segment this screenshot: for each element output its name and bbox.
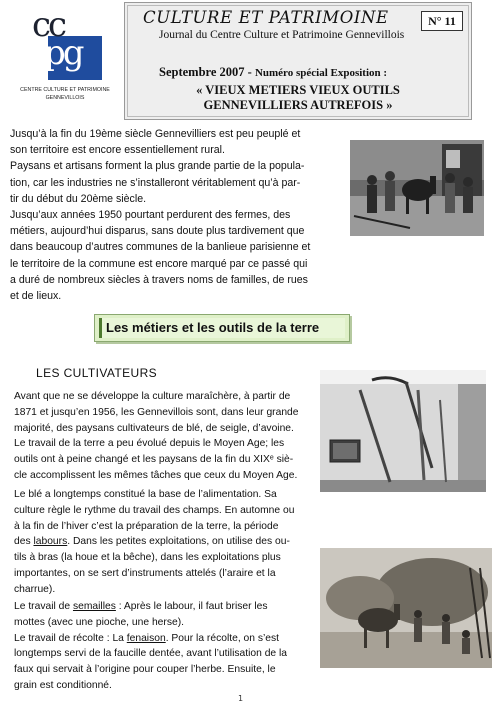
intro-line: Jusqu’aux années 1950 pourtant perdurent des fermes, des (10, 209, 291, 222)
text-line: importantes, on se sert d’instruments attelés (l’araire et la (14, 567, 276, 579)
text-fragment: . Dans les petites exploitations, on utilise des ou- (67, 536, 290, 548)
text-line: 1871 et jusqu’en 1956, les Gennevillois sont, dans leur grande (14, 406, 299, 418)
text-line (14, 534, 312, 550)
headline-line2: GENNEVILLIERS AUTREFOIS » (203, 98, 393, 112)
intro-line: dans beaucoup d’autres communes de la banlieue parisienne et (10, 241, 311, 254)
issue-badge: N° 11 (421, 11, 463, 31)
intro-line: métiers, aujourd’hui disparus, sans doute plus tardivement que (10, 225, 305, 238)
text-line: à la fin de l’hiver c’est la préparation de la terre, la période (14, 520, 279, 532)
intro-paragraph (10, 126, 346, 304)
logo-caption-line1: CENTRE CULTURE ET PATRIMOINE (20, 87, 110, 93)
text-line: outils ont à peine changé et les paysans de la fin du XIXᵉ siè- (14, 454, 294, 466)
logo-letters-bottom: pg (44, 33, 82, 73)
text-line: culture règle le rythme du travail des champs. En automne ou (14, 504, 295, 516)
logo-letters-top: cc (32, 5, 65, 45)
text-line: mottes (avec une pioche, une herse). (14, 616, 184, 628)
special-issue-label: Numéro spécial Exposition : (254, 67, 388, 79)
headline-line1: « VIEUX METIERS VIEUX OUTILS (196, 83, 400, 97)
intro-line: a duré de nombreux siècles à travers noms de familles, de rues (10, 273, 308, 286)
term-semailles: semailles (72, 601, 116, 612)
intro-line: tion, car les industries ne s’installeront véritablement qu’à par- (10, 176, 301, 189)
intro-line: Paysans et artisans forment la plus grande partie de la popula- (10, 160, 305, 173)
paragraph-cultivateurs-3 (14, 599, 312, 694)
text-fragment: . Pour la récolte, on s’est (165, 632, 280, 644)
journal-title: CULTURE ET PATRIMOINE (143, 8, 389, 27)
section-banner (94, 314, 350, 342)
logo-caption-line2: GENNEVILLOIS (45, 95, 85, 101)
text-fragment: Le travail de récolte : La (14, 632, 127, 644)
text-line: grain est conditionné. (14, 679, 112, 691)
intro-line: le territoire de la commune est encore marqué par ce passé qui (10, 257, 308, 270)
text-fragment: : Après le labour, il faut briser les (115, 601, 268, 612)
issue-date: Septembre 2007 - (159, 65, 252, 79)
text-line: Le travail de la terre a peu évolué depuis le Moyen Age; les (14, 438, 285, 450)
journal-subtitle: Journal du Centre Culture et Patrimoine Gennevillois (159, 29, 405, 41)
logo (14, 5, 116, 104)
section-banner-text: Les métiers et les outils de la terre (99, 318, 345, 338)
farm-workers-photo (350, 140, 484, 236)
term-labours: labours (33, 536, 68, 548)
tools-exhibit-photo (320, 370, 486, 492)
text-line: majorité, des paysans cultivateurs de blé, de seigle, d’avoine. (14, 422, 294, 434)
text-line: cle accomplissent les mêmes tâches que ceux du Moyen Age. (14, 469, 298, 481)
text-line: Avant que ne se développe la culture maraîchère, à partir de (14, 391, 291, 402)
text-line: longtemps servi de la faucille dentée, avant l’utilisation de la (14, 648, 288, 660)
logo-caption (14, 86, 116, 102)
logo-mark (30, 5, 102, 82)
text-line: faux qui servait à l’origine pour couper l’herbe. Ensuite, le (14, 664, 276, 676)
paragraph-cultivateurs-2 (14, 487, 312, 598)
term-fenaison: fenaison (126, 632, 166, 644)
paragraph-cultivateurs-1 (14, 389, 312, 484)
text-fragment: Le travail de (14, 601, 73, 612)
harvest-photo (320, 548, 492, 668)
text-line (14, 631, 312, 647)
intro-line: Jusqu’à la fin du 19ème siècle Gennevilliers est peu peuplé et (10, 128, 301, 140)
page-number: 1 (238, 694, 244, 703)
intro-line: son territoire est encore essentiellement rural. (10, 144, 225, 157)
logo-letters (30, 5, 102, 82)
text-line (14, 599, 312, 615)
text-line: charrue). (14, 583, 56, 595)
exhibition-headline (125, 83, 471, 113)
text-line: tils à bras (la houe et la bêche), dans les exploitations plus (14, 552, 281, 564)
issue-date-line (159, 65, 387, 80)
header-box (124, 2, 472, 120)
intro-line: tir du début du 20ème siècle. (10, 192, 147, 205)
intro-line: et de lieux. (10, 290, 62, 303)
section-title-cultivateurs: LES CULTIVATEURS (36, 366, 158, 380)
text-fragment: des (14, 536, 34, 548)
text-line: Le blé a longtemps constitué la base de l’alimentation. Sa (14, 489, 277, 500)
